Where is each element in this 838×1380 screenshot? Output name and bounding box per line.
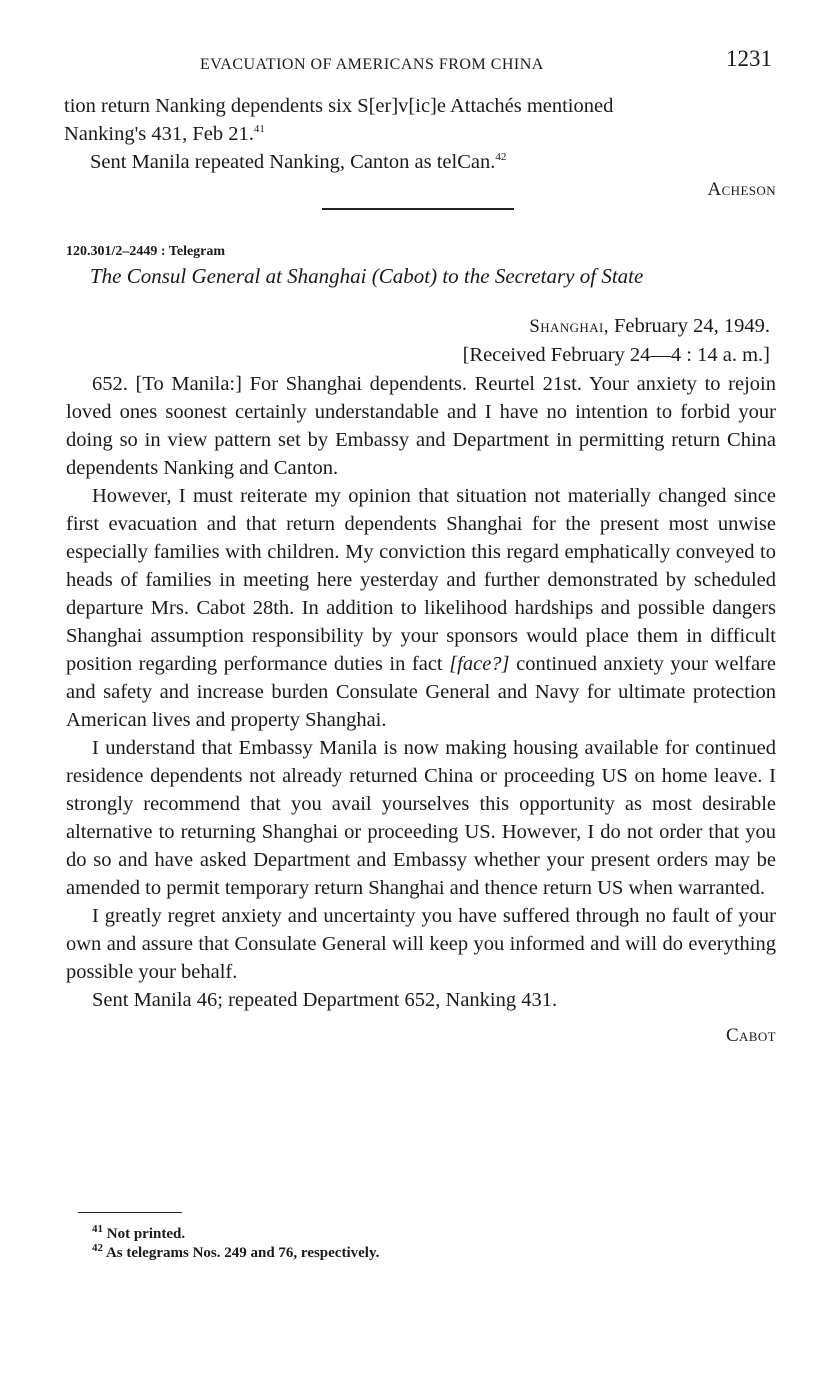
telegram-body (66, 370, 776, 1050)
document-heading: The Consul General at Shanghai (Cabot) to the Secretary of State (90, 264, 644, 288)
signature-cabot: Cabot (725, 1025, 776, 1046)
continuation-text (64, 92, 776, 204)
signature-acheson: Acheson (707, 179, 776, 200)
continuation-line-2-text: Nanking's 431, Feb 21. (64, 123, 254, 145)
footnote-41 (92, 1225, 379, 1244)
file-reference: 120.301/2–2449 : Telegram (66, 244, 226, 259)
footnote-42 (92, 1244, 379, 1263)
paragraph-4: I greatly regret anxiety and uncertainty you have suffered through no fault of your own and assure that Consulate General will keep you informed and will do everything possible your behalf. (66, 905, 776, 983)
section-divider (322, 208, 514, 210)
running-header (200, 46, 780, 80)
received-line: [Received February 24—4 : 14 a. m.] (462, 344, 770, 366)
continuation-line-1: tion return Nanking dependents six S[er]v[ic]e Attachés mentioned (64, 95, 614, 117)
paragraph-2-bracket: [face?] (449, 653, 510, 675)
dateline-date: February 24, 1949. (613, 315, 770, 337)
continuation-line-3 (64, 148, 776, 176)
continuation-line-3-text: Sent Manila repeated Nanking, Canton as telCan. (90, 151, 496, 173)
paragraph-1: 652. [To Manila:] For Shanghai dependents. Reurtel 21st. Your anxiety to rejoin loved ones soonest certainly understandable and I have no intention to forbid your doing so in view pattern set by Embassy and Department in permitting return China dependents Nanking and Canton. (66, 373, 776, 479)
running-title: EVACUATION OF AMERICANS FROM CHINA (200, 56, 544, 73)
paragraph-5: Sent Manila 46; repeated Department 652, Nanking 431. (92, 989, 558, 1011)
paragraph-2-tail: continued anxiety your welfare and safety and increase burden Consulate General and Navy for ultimate protection American lives and property Shanghai. (66, 653, 776, 731)
footnote-ref-41: 41 (253, 123, 265, 136)
dateline-place-date (64, 312, 770, 341)
dateline (64, 312, 770, 369)
paragraph-2 (66, 482, 776, 734)
paragraph-3: I understand that Embassy Manila is now making housing available for continued residence dependents not already returned China or proceeding US on home leave. I strongly recommend that you avail yourselves this opportunity as most desirable alternative to returning Shanghai or proceeding US. However, I do not order that you do so and have asked Department and Embassy whether your present orders may be amended to permit temporary return Shanghai and thence return US when warranted. (66, 737, 776, 899)
page-number: 1231 (726, 46, 772, 71)
dateline-place: Shanghai, (529, 316, 609, 337)
footnote-ref-42: 42 (495, 151, 507, 164)
footnote-mark-42: 42 (92, 1242, 103, 1254)
footnote-text-42: As telegrams Nos. 249 and 76, respectively. (105, 1245, 380, 1261)
paragraph-2-text: However, I must reiterate my opinion that situation not materially changed since first evacuation and that return dependents Shanghai for the present most unwise especially families with children. My conviction this regard emphatically conveyed to heads of families in meeting here yesterday and further demonstrated by scheduled departure Mrs. Cabot 28th. In addition to likelihood hardships and possible dangers Shanghai assumption responsibility by your sponsors would place them in difficult position regarding performance duties in fact (66, 485, 776, 675)
footnote-mark-41: 41 (92, 1223, 103, 1235)
footnote-divider (78, 1212, 182, 1213)
footnotes (92, 1225, 379, 1263)
continuation-line-2 (64, 120, 776, 148)
footnote-text-41: Not printed. (106, 1226, 186, 1242)
